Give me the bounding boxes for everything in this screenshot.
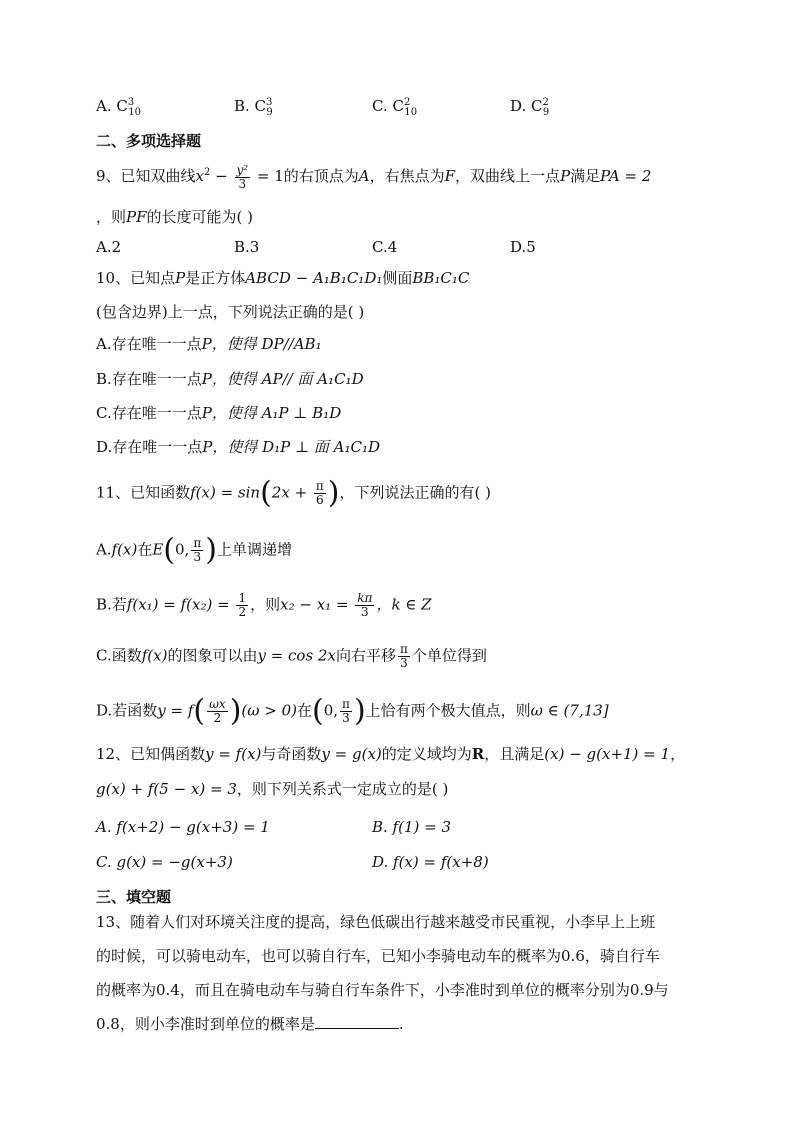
q11-option-c: C.函数f(x)的图象可以由y = cos 2x向右平移 $\frac{\pi}{3}$ 个单位得到: [96, 642, 487, 670]
q12-option-c: C. g(x) = −g(x+3): [96, 853, 233, 871]
q9-stem-line1: 9、已知双曲线$x^2$ − $\frac{\text{y²}}{3}$ = 1的右顶点为A，右焦点为F，双曲线上一点P满足PA = 2: [96, 162, 652, 191]
q13-line-1: 13、随着人们对环境关注度的提高，绿色低碳出行越来越受市民重视，小李早上上班: [96, 913, 656, 931]
q10-stem-line1: 10、已知点P是正方体ABCD − A₁B₁C₁D₁侧面BB₁C₁C: [96, 269, 470, 287]
section-heading-fill-in: 三、填空题: [96, 888, 172, 906]
q12-option-a: A. f(x+2) − g(x+3) = 1: [96, 818, 270, 836]
q11-option-b: B.若f(x₁) = f(x₂) = $\frac{1}{2}$ ，则x₂ − x₁ = $\frac{k\pi}{3}$ ，k ∈ Z: [96, 591, 432, 619]
q12-stem-line2: g(x) + f(5 − x) = 3，则下列关系式一定成立的是( ): [96, 780, 449, 798]
q9-stem-line2: ，则PF的长度可能为( ): [96, 208, 254, 226]
q9-option-a: A.2: [96, 238, 122, 256]
q12-option-b: B. f(1) = 3: [372, 818, 452, 836]
q13-line-4: 0.8，则小李准时到单位的概率是 .: [96, 1015, 404, 1033]
q12-stem-line1: 12、已知偶函数y = f(x)与奇函数y = g(x)的定义域均为R，且满足(x) − g(x+1) = 1，: [96, 745, 686, 763]
q12-option-d: D. f(x) = f(x+8): [372, 853, 489, 871]
q8-option-c: C. $C^2_{10}$: [372, 97, 418, 118]
q13-line-3: 的概率为0.4，而且在骑电动车与骑自行车条件下，小李准时到单位的概率分别为0.9与: [96, 981, 669, 999]
q8-option-a: A. $C^3_{10}$: [96, 97, 141, 118]
q9-option-c: C.4: [372, 238, 398, 256]
q9-options: [96, 238, 696, 260]
q9-option-b: B.3: [234, 238, 260, 256]
q13-stem: [96, 905, 700, 1041]
q11-option-d: D.若函数y = f( $\frac{\omega x}{2}$ )(ω > 0)在(0, $\frac{\pi}{3}$ )上恰有两个极大值点，则ω ∈ (7,13]: [96, 693, 609, 729]
q9-fraction: $\frac{\text{y²}}{3}$: [236, 162, 249, 191]
q11-stem: 11、已知函数f(x) = sin(2x + $\frac{\pi}{6}$ )，下列说法正确的有( ): [96, 475, 491, 511]
q10-stem-line2: (包含边界)上一点，下列说法正确的是( ): [96, 303, 365, 321]
q10-option-b: B.存在唯一一点P，使得 AP// 面 A₁C₁D: [96, 370, 364, 388]
q12-options-row1: [96, 818, 696, 840]
section-heading-multiple-choice: 二、多项选择题: [96, 132, 202, 150]
q10-option-d: D.存在唯一一点P，使得 D₁P ⊥ 面 A₁C₁D: [96, 438, 381, 456]
q10-option-a: A.存在唯一一点P，使得 DP//AB₁: [96, 335, 322, 353]
q9-option-d: D.5: [510, 238, 536, 256]
q10-option-c: C.存在唯一一点P，使得 A₁P ⊥ B₁D: [96, 404, 342, 422]
q8-option-d: D. $C^2_9$: [510, 97, 550, 118]
q13-answer-blank[interactable]: [315, 1014, 399, 1029]
q8-options: [96, 97, 696, 119]
q11-option-a: A.f(x)在E(0, $\frac{\pi}{3}$ )上单调递增: [96, 532, 292, 568]
q12-options-row2: [96, 853, 696, 875]
q13-line-2: 的时候，可以骑电动车，也可以骑自行车，已知小李骑电动车的概率为0.6，骑自行车: [96, 947, 660, 965]
q8-option-b: B. $C^3_9$: [234, 97, 273, 118]
